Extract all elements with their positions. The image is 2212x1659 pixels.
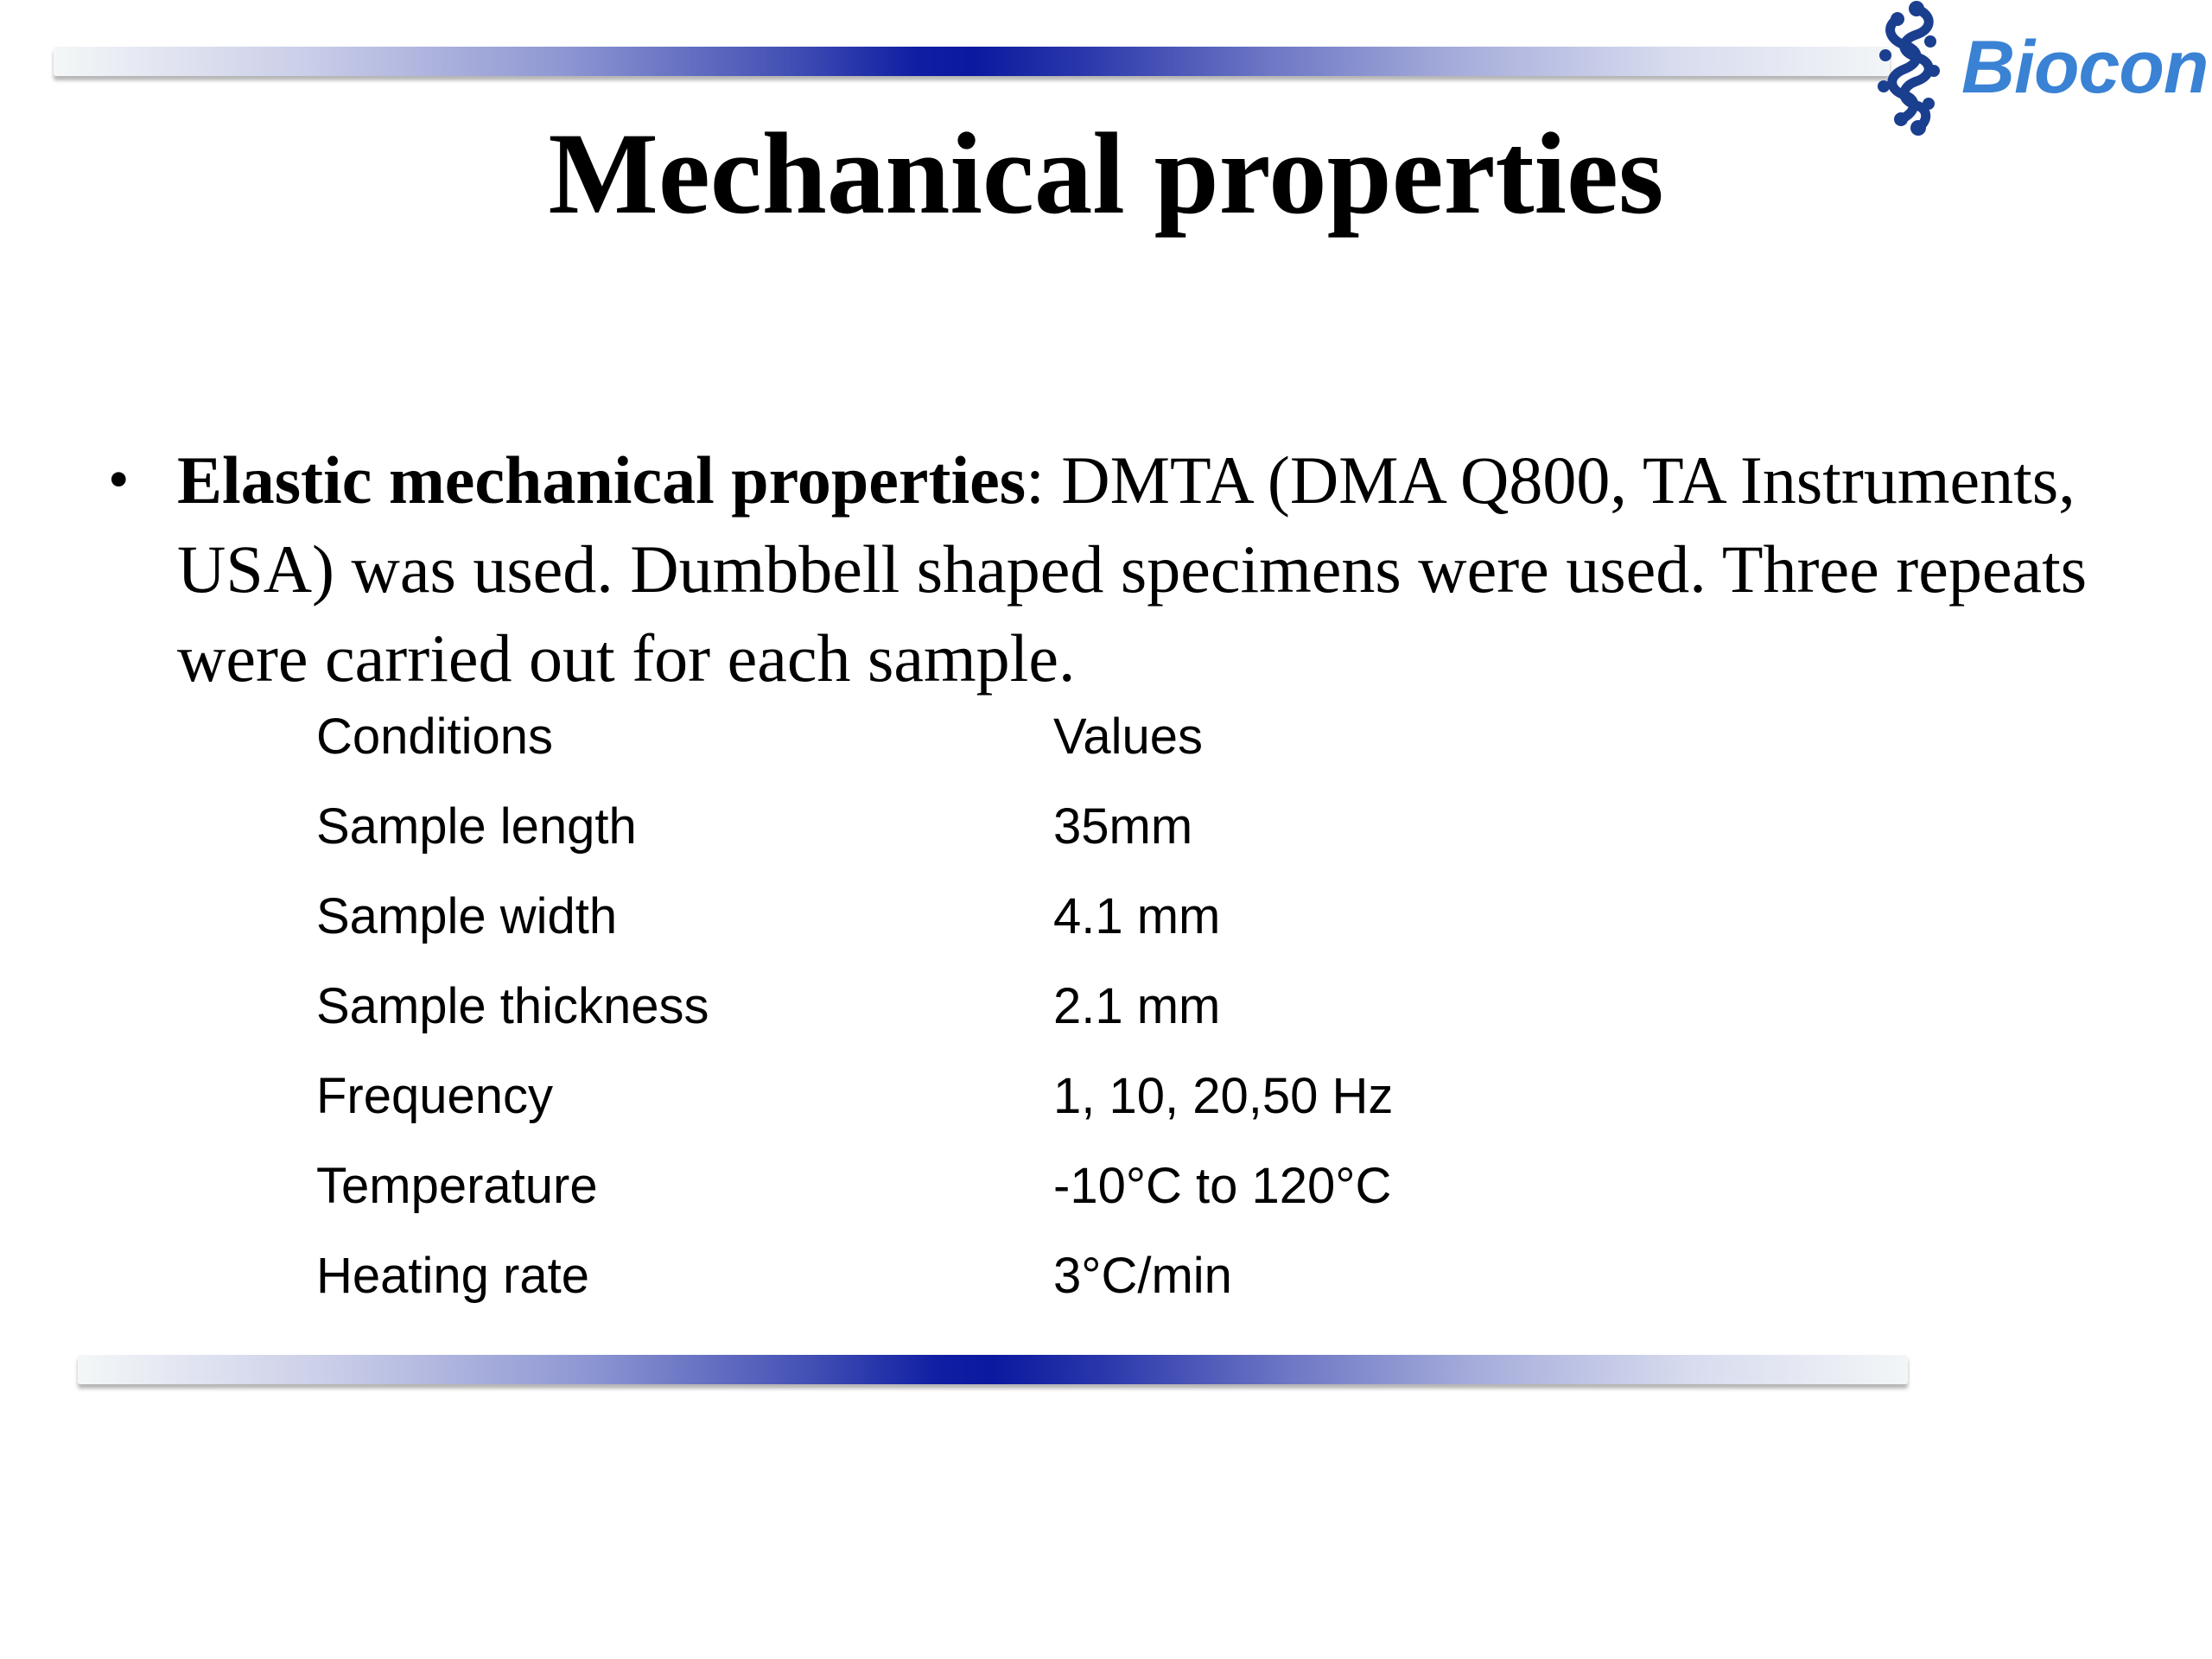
bullet-bold-lead: Elastic mechanical properties — [177, 442, 1027, 518]
bullet-text — [177, 435, 2182, 702]
header-conditions: Conditions — [316, 709, 554, 765]
condition-label: Heating rate — [316, 1248, 589, 1304]
slide-title: Mechanical properties — [548, 110, 1664, 238]
condition-label: Temperature — [316, 1158, 598, 1214]
condition-value: 4.1 mm — [1053, 888, 1221, 944]
condition-value: 35mm — [1053, 798, 1193, 855]
top-gradient-bar — [54, 47, 1890, 76]
condition-value: 3°C/min — [1053, 1248, 1232, 1304]
condition-label: Sample thickness — [316, 978, 709, 1034]
condition-value: 1, 10, 20,50 Hz — [1053, 1068, 1394, 1124]
logo-text: Biocon — [1961, 26, 2209, 109]
condition-label: Sample width — [316, 888, 618, 944]
condition-label: Frequency — [316, 1068, 554, 1124]
condition-value: 2.1 mm — [1053, 978, 1221, 1034]
header-values: Values — [1053, 709, 1204, 765]
bottom-gradient-bar — [78, 1355, 1908, 1384]
condition-value: -10°C to 120°C — [1053, 1158, 1392, 1214]
bullet-dot-icon: • — [108, 447, 130, 513]
bullet-body: : DMTA (DMA Q800, TA Instruments, USA) was used. Dumbbell shaped specimens were used. Three repeats were carried out for each sample. — [177, 442, 2088, 696]
condition-label: Sample length — [316, 798, 637, 855]
